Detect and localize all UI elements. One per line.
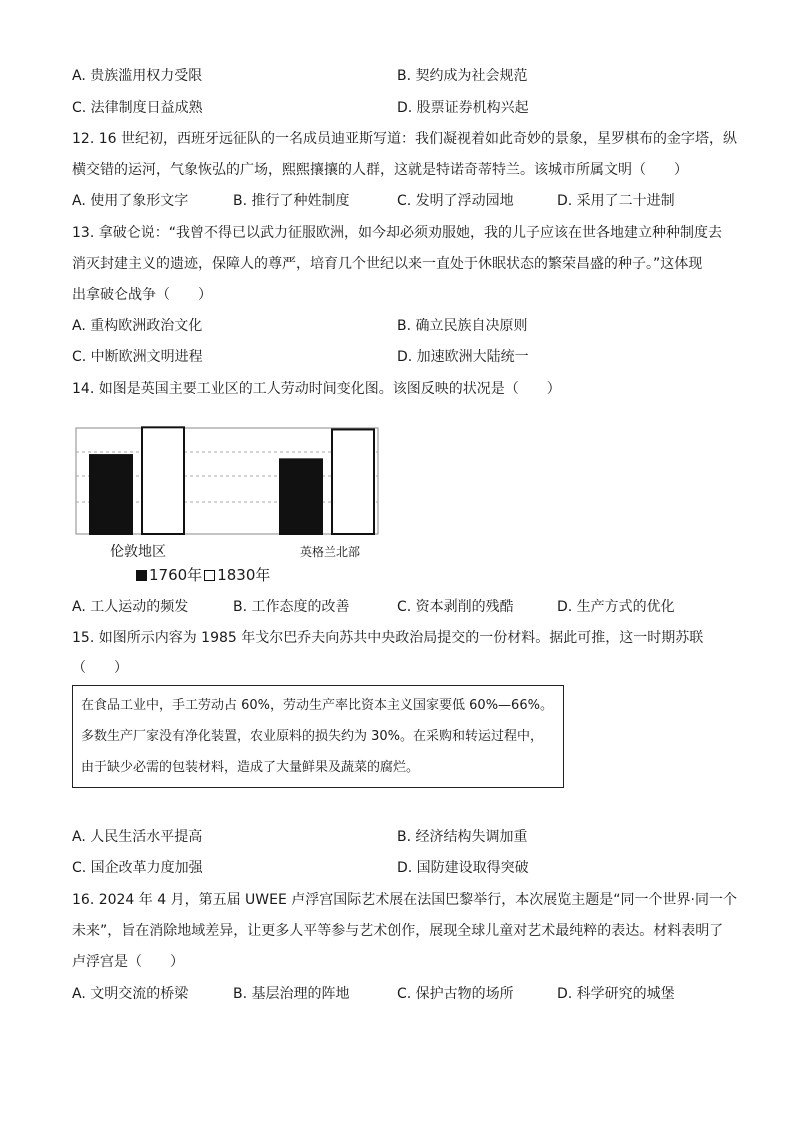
q13-option-c: C. 中断欧洲文明进程 xyxy=(72,349,203,365)
q12-option-d: D. 采用了二十进制 xyxy=(557,193,675,209)
legend-label-1830: 1830年 xyxy=(217,566,271,584)
q15-option-a: A. 人民生活水平提高 xyxy=(72,829,203,845)
work-hours-bar-chart xyxy=(72,412,384,562)
q16-option-c: C. 保护古物的场所 xyxy=(397,986,514,1002)
q13-option-a: A. 重构欧洲政治文化 xyxy=(72,318,203,334)
category-label-1: 伦敦地区 xyxy=(110,544,166,560)
q15-stem-line-1: 15. 如图所示内容为 1985 年戈尔巴乔夫向苏共中央政治局提交的一份材料。据此可推，这一时期苏联 xyxy=(72,630,704,646)
q11-option-b: B. 契约成为社会规范 xyxy=(397,68,528,84)
q14-option-d: D. 生产方式的优化 xyxy=(557,599,675,615)
q15-material-line-2: 多数生产厂家没有净化装置，农业原料的损失约为 30%。在采购和转运过程中， xyxy=(81,729,544,744)
q13-stem-line-1: 13. 拿破仑说：“我曾不得已以武力征服欧洲，如今却必须劝服她，我的儿子应该在世各地建立种种制度去 xyxy=(72,225,722,241)
legend-swatch-1830 xyxy=(204,570,215,581)
q15-stem-line-2: （ ） xyxy=(72,660,128,676)
q14-stem: 14. 如图是英国主要工业区的工人劳动时间变化图。该图反映的状况是（ ） xyxy=(72,381,561,397)
q16-option-b: B. 基层治理的阵地 xyxy=(233,986,350,1002)
q11-option-d: D. 股票证券机构兴起 xyxy=(397,100,529,116)
q15-option-b: B. 经济结构失调加重 xyxy=(397,829,528,845)
bar-2-1760年 xyxy=(280,459,322,534)
q12-option-a: A. 使用了象形文字 xyxy=(72,193,189,209)
q16-stem-line-2: 未来”，旨在消除地域差异，让更多人平等参与艺术创作，展现全球儿童对艺术最纯粹的表达。材料表明了 xyxy=(72,923,724,939)
q16-stem-line-1: 16. 2024 年 4 月，第五届 UWEE 卢浮宫国际艺术展在法国巴黎举行，本次展览主题是“同一个世界·同一个 xyxy=(72,892,737,908)
bar-1-1830年 xyxy=(142,427,184,534)
q15-material-line-3: 由于缺少必需的包装材料，造成了大量鲜果及蔬菜的腐烂。 xyxy=(81,760,420,775)
bar-1-1760年 xyxy=(90,455,132,534)
q11-option-c: C. 法律制度日益成熟 xyxy=(72,100,203,116)
q12-option-b: B. 推行了种姓制度 xyxy=(233,193,350,209)
q14-option-c: C. 资本剥削的残酷 xyxy=(397,599,514,615)
q15-option-d: D. 国防建设取得突破 xyxy=(397,860,529,876)
q12-stem-line-1: 12. 16 世纪初，西班牙远征队的一名成员迪亚斯写道：我们凝视着如此奇妙的景象，星罗棋布的金字塔，纵 xyxy=(72,131,737,147)
q16-stem-line-3: 卢浮宫是（ ） xyxy=(72,954,184,970)
legend-label-1760: 1760年 xyxy=(149,566,203,584)
q13-stem-line-2: 消灭封建主义的遗迹，保障人的尊严，培育几个世纪以来一直处于休眠状态的繁荣昌盛的种子。”这体现 xyxy=(72,256,703,272)
q15-material-box xyxy=(72,685,564,788)
q16-option-a: A. 文明交流的桥梁 xyxy=(72,986,189,1002)
q14-option-b: B. 工作态度的改善 xyxy=(233,599,350,615)
q15-material-line-1: 在食品工业中，手工劳动占 60%，劳动生产率比资本主义国家要低 60%—66%。 xyxy=(81,698,553,713)
q13-stem-line-3: 出拿破仑战争（ ） xyxy=(72,287,212,303)
q13-option-b: B. 确立民族自决原则 xyxy=(397,318,528,334)
category-label-2: 英格兰北部 xyxy=(299,545,361,559)
bar-2-1830年 xyxy=(332,429,374,534)
q13-option-d: D. 加速欧洲大陆统一 xyxy=(397,349,529,365)
q12-option-c: C. 发明了浮动园地 xyxy=(397,193,514,209)
chart-legend xyxy=(136,564,270,585)
q11-option-a: A. 贵族滥用权力受限 xyxy=(72,68,203,84)
q15-option-c: C. 国企改革力度加强 xyxy=(72,860,203,876)
q16-option-d: D. 科学研究的城堡 xyxy=(557,986,675,1002)
q12-stem-line-2: 横交错的运河，气象恢弘的广场，熙熙攘攘的人群，这就是特诺奇蒂特兰。该城市所属文明（ ） xyxy=(72,162,688,178)
q14-option-a: A. 工人运动的频发 xyxy=(72,599,189,615)
legend-swatch-1760 xyxy=(136,570,147,581)
